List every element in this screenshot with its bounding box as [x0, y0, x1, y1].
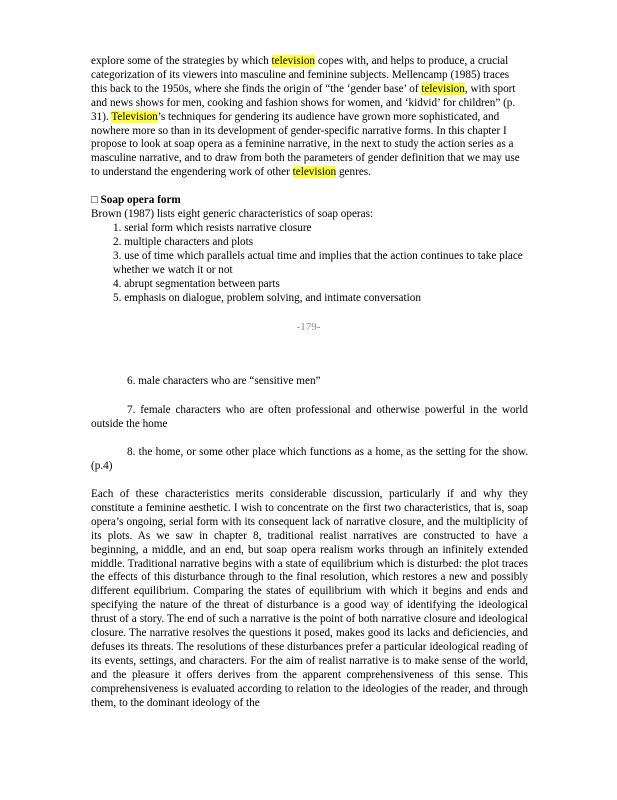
list-item: 8. the home, or some other place which functions as a home, as the setting for the show. (p.4)	[91, 446, 528, 472]
body-paragraph: Each of these characteristics merits considerable discussion, particularly if and why they constitute a feminine aesthetic. I wish to concentrate on the first two characteristics, that is, soap opera’s ongoing, serial form with its consequent lack of narrative closure, and the multiplicity of its plots. As we saw in chapter 8, traditional realist narratives are constructed to have a beginning, a middle, and an end, but soap opera realism works through an infinitely extended middle. Traditional narrative begins with a state of equilibrium which is disturbed: the plot traces the effects of this disturbance through to the final resolution, which restores a new and possibly different equilibrium. Comparing the states of equilibrium with which it begins and ends and specifying the nature of the threat of disturbance is a good way of identifying the ideological thrust of a story. The end of such a narrative is the point of both narrative closure and ideological closure. The narrative resolves the questions it posed, makes good its lacks and deficiencies, and defuses its threats. The resolutions of these disturbances prefer a particular ideological reading of its events, settings, and characters. For the aim of realist narrative is to make sense of the world, and the pleasure it offers derives from the apparent comprehensiveness of this sense. This comprehensiveness is evaluated according to relation to the ideologies of the reader, and through them, to the dominant ideology of the	[91, 488, 528, 709]
opening-paragraph	[91, 55, 528, 180]
list-item: 4. abrupt segmentation between parts	[113, 277, 280, 290]
list-intro: Brown (1987) lists eight generic characteristics of soap operas:	[91, 208, 374, 220]
text-run: explore some of the strategies by which	[91, 55, 272, 67]
section-heading: □ Soap opera form	[91, 194, 181, 206]
list-item: 7. female characters who are often professional and otherwise powerful in the world outside the home	[91, 404, 528, 430]
text-run: copes with, and helps to produce, a crucial categorization of its viewers into masculine and feminine subjects. Mellencamp (1985) traces this back to the 1950s, where she finds the origin of “the ‘gender base’ of	[91, 55, 510, 95]
characteristics-list	[113, 222, 528, 305]
list-item: 3. use of time which parallels actual time and implies that the action continues to take place whether we watch it or not	[113, 249, 523, 276]
page-number: -179-	[296, 321, 321, 333]
list-item: 2. multiple characters and plots	[113, 235, 254, 248]
highlighted-term: television	[271, 55, 316, 67]
text-run: genres.	[336, 166, 371, 179]
highlighted-term: television	[421, 82, 465, 95]
text-run: ’s techniques for gendering its audience have grown more sophisticated, and nowhere more so than in its development of gender-specific narrative forms. In this chapter I propose to look at soap opera as a feminine narrative, in the next to study the action series as a masculine narrative, and to draw from both the parameters of gender definition that we may use to understand the engendering work of other	[91, 110, 520, 179]
highlighted-term: television	[292, 166, 337, 179]
highlighted-term: Television	[111, 110, 158, 123]
list-item: 6. male characters who are “sensitive men”	[127, 375, 321, 387]
list-item: 1. serial form which resists narrative closure	[113, 222, 312, 234]
text-run: , with sport and news shows for men, cooking and fashion shows for women, and ‘kidvid’ for children” (p. 31).	[91, 82, 516, 123]
list-item: 5. emphasis on dialogue, problem solving, and intimate conversation	[113, 291, 421, 304]
